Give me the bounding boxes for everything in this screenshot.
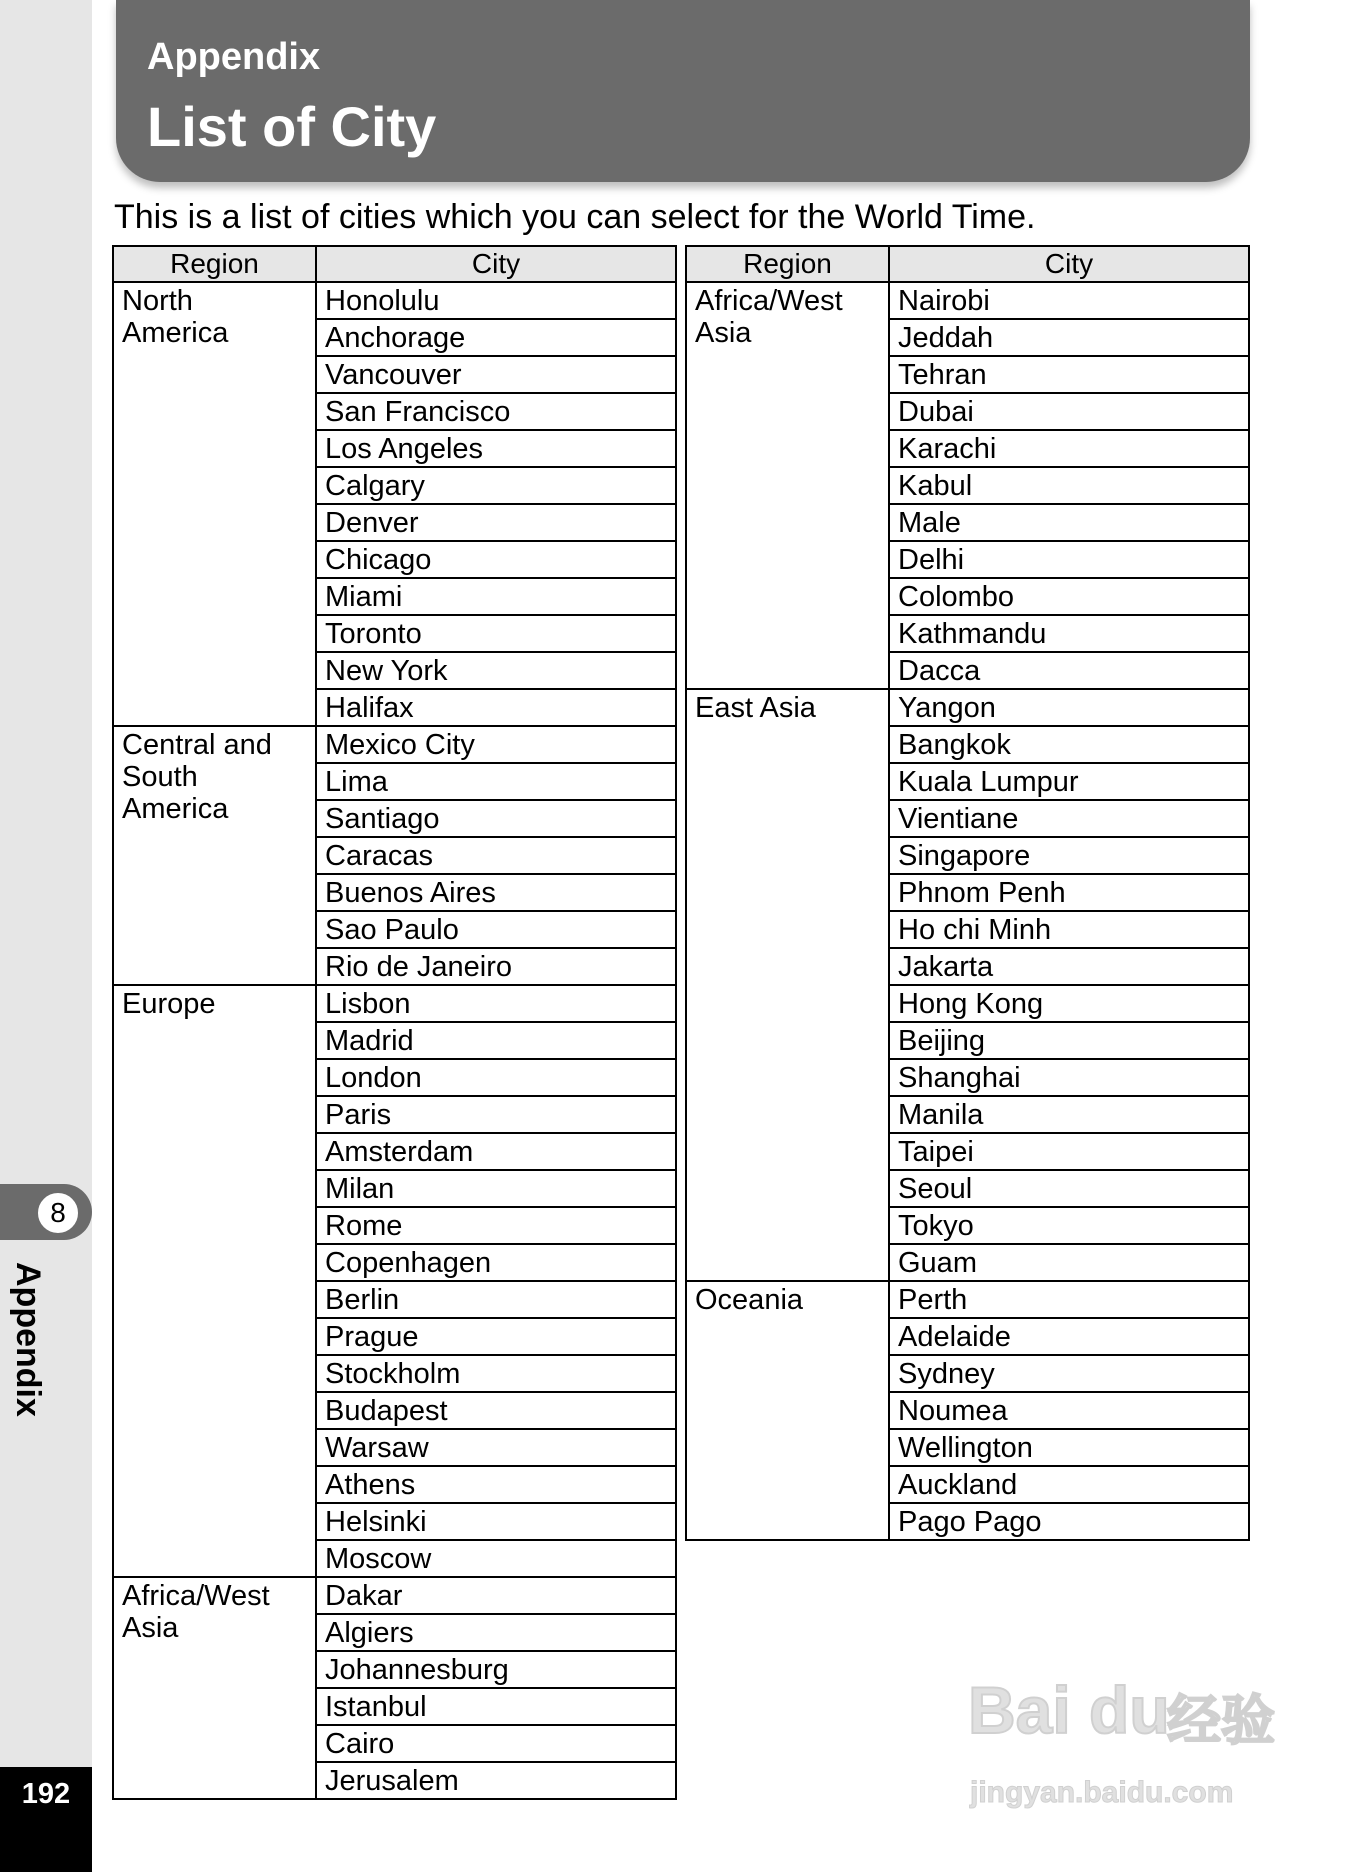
city-cell: Lima (316, 763, 676, 800)
city-cell: Phnom Penh (889, 874, 1249, 911)
table-row (113, 1577, 676, 1614)
table-header-row (113, 246, 676, 282)
region-label: Asia (122, 1612, 179, 1644)
page-title: List of City (147, 95, 437, 158)
city-cell: Algiers (316, 1614, 676, 1651)
city-cell: Los Angeles (316, 430, 676, 467)
region-label: Africa/West (695, 285, 843, 317)
section-kicker: Appendix (147, 36, 321, 78)
city-cell: Bangkok (889, 726, 1249, 763)
city-cell: New York (316, 652, 676, 689)
city-cell: Nairobi (889, 282, 1249, 319)
watermark-cn: 经验 (1167, 1691, 1275, 1751)
city-cell: Athens (316, 1466, 676, 1503)
region-label: Oceania (695, 1284, 804, 1316)
city-cell: Santiago (316, 800, 676, 837)
city-cell: Caracas (316, 837, 676, 874)
city-cell: Hong Kong (889, 985, 1249, 1022)
city-cell: Buenos Aires (316, 874, 676, 911)
watermark-brand: Bai du (968, 1673, 1170, 1747)
region-label: North (122, 285, 193, 317)
city-cell: Tehran (889, 356, 1249, 393)
city-cell: Wellington (889, 1429, 1249, 1466)
city-cell: Perth (889, 1281, 1249, 1318)
chapter-number: 8 (36, 1191, 80, 1235)
city-cell: Amsterdam (316, 1133, 676, 1170)
city-cell: Warsaw (316, 1429, 676, 1466)
table-row (113, 985, 676, 1022)
city-cell: Male (889, 504, 1249, 541)
region-column-header: Region (113, 246, 316, 282)
city-cell: Vancouver (316, 356, 676, 393)
city-cell: Halifax (316, 689, 676, 726)
table-row (113, 726, 676, 763)
region-cell (686, 282, 889, 689)
city-cell: Lisbon (316, 985, 676, 1022)
city-cell: Helsinki (316, 1503, 676, 1540)
baidu-watermark (962, 1662, 1282, 1822)
city-cell: Vientiane (889, 800, 1249, 837)
city-cell: Toronto (316, 615, 676, 652)
city-cell: Paris (316, 1096, 676, 1133)
city-cell: Johannesburg (316, 1651, 676, 1688)
city-cell: Adelaide (889, 1318, 1249, 1355)
city-cell: Stockholm (316, 1355, 676, 1392)
region-cell (113, 1577, 316, 1799)
region-label: America (122, 793, 229, 825)
region-cell (113, 726, 316, 985)
city-cell: Colombo (889, 578, 1249, 615)
city-cell: London (316, 1059, 676, 1096)
table-row (686, 689, 1249, 726)
city-cell: Auckland (889, 1466, 1249, 1503)
city-cell: Moscow (316, 1540, 676, 1577)
city-cell: Jerusalem (316, 1762, 676, 1799)
city-cell: Budapest (316, 1392, 676, 1429)
region-label: America (122, 317, 229, 349)
city-cell: Taipei (889, 1133, 1249, 1170)
table-row (686, 1281, 1249, 1318)
region-label: Africa/West (122, 1580, 270, 1612)
region-cell (686, 689, 889, 1281)
city-cell: Rome (316, 1207, 676, 1244)
city-table-right (685, 245, 1250, 1541)
city-cell: Beijing (889, 1022, 1249, 1059)
city-cell: Noumea (889, 1392, 1249, 1429)
city-cell: Guam (889, 1244, 1249, 1281)
city-cell: Shanghai (889, 1059, 1249, 1096)
city-cell: Delhi (889, 541, 1249, 578)
city-cell: Dubai (889, 393, 1249, 430)
table-row (686, 282, 1249, 319)
table-row (113, 282, 676, 319)
city-cell: Ho chi Minh (889, 911, 1249, 948)
city-cell: Sydney (889, 1355, 1249, 1392)
city-cell: Dakar (316, 1577, 676, 1614)
region-label: South (122, 761, 198, 793)
city-cell: Dacca (889, 652, 1249, 689)
city-cell: Chicago (316, 541, 676, 578)
city-cell: Honolulu (316, 282, 676, 319)
city-cell: Pago Pago (889, 1503, 1249, 1540)
region-label: Central and (122, 729, 272, 761)
city-cell: Milan (316, 1170, 676, 1207)
city-cell: Prague (316, 1318, 676, 1355)
city-cell: Denver (316, 504, 676, 541)
region-cell (113, 985, 316, 1577)
city-cell: Jeddah (889, 319, 1249, 356)
chapter-label: Appendix (9, 1262, 47, 1417)
city-cell: Istanbul (316, 1688, 676, 1725)
region-column-header: Region (686, 246, 889, 282)
watermark-url: jingyan.baidu.com (970, 1776, 1234, 1809)
city-column-header: City (889, 246, 1249, 282)
table-header-row (686, 246, 1249, 282)
city-cell: Jakarta (889, 948, 1249, 985)
city-cell: Kathmandu (889, 615, 1249, 652)
city-cell: Singapore (889, 837, 1249, 874)
city-cell: San Francisco (316, 393, 676, 430)
city-cell: Miami (316, 578, 676, 615)
region-label: East Asia (695, 692, 816, 724)
page-number: 192 (21, 1778, 71, 1810)
city-table-left (112, 245, 677, 1800)
city-cell: Yangon (889, 689, 1249, 726)
city-cell: Karachi (889, 430, 1249, 467)
city-cell: Anchorage (316, 319, 676, 356)
city-column-header: City (316, 246, 676, 282)
intro-text: This is a list of cities which you can select for the World Time. (114, 198, 1036, 236)
city-cell: Copenhagen (316, 1244, 676, 1281)
city-cell: Mexico City (316, 726, 676, 763)
city-cell: Kuala Lumpur (889, 763, 1249, 800)
region-label: Asia (695, 317, 752, 349)
city-cell: Cairo (316, 1725, 676, 1762)
city-cell: Calgary (316, 467, 676, 504)
city-cell: Kabul (889, 467, 1249, 504)
city-cell: Rio de Janeiro (316, 948, 676, 985)
city-cell: Berlin (316, 1281, 676, 1318)
region-cell (113, 282, 316, 726)
city-cell: Madrid (316, 1022, 676, 1059)
city-cell: Sao Paulo (316, 911, 676, 948)
region-cell (686, 1281, 889, 1540)
city-cell: Seoul (889, 1170, 1249, 1207)
side-margin-bar (0, 0, 92, 1872)
region-label: Europe (122, 988, 216, 1020)
city-cell: Tokyo (889, 1207, 1249, 1244)
city-cell: Manila (889, 1096, 1249, 1133)
